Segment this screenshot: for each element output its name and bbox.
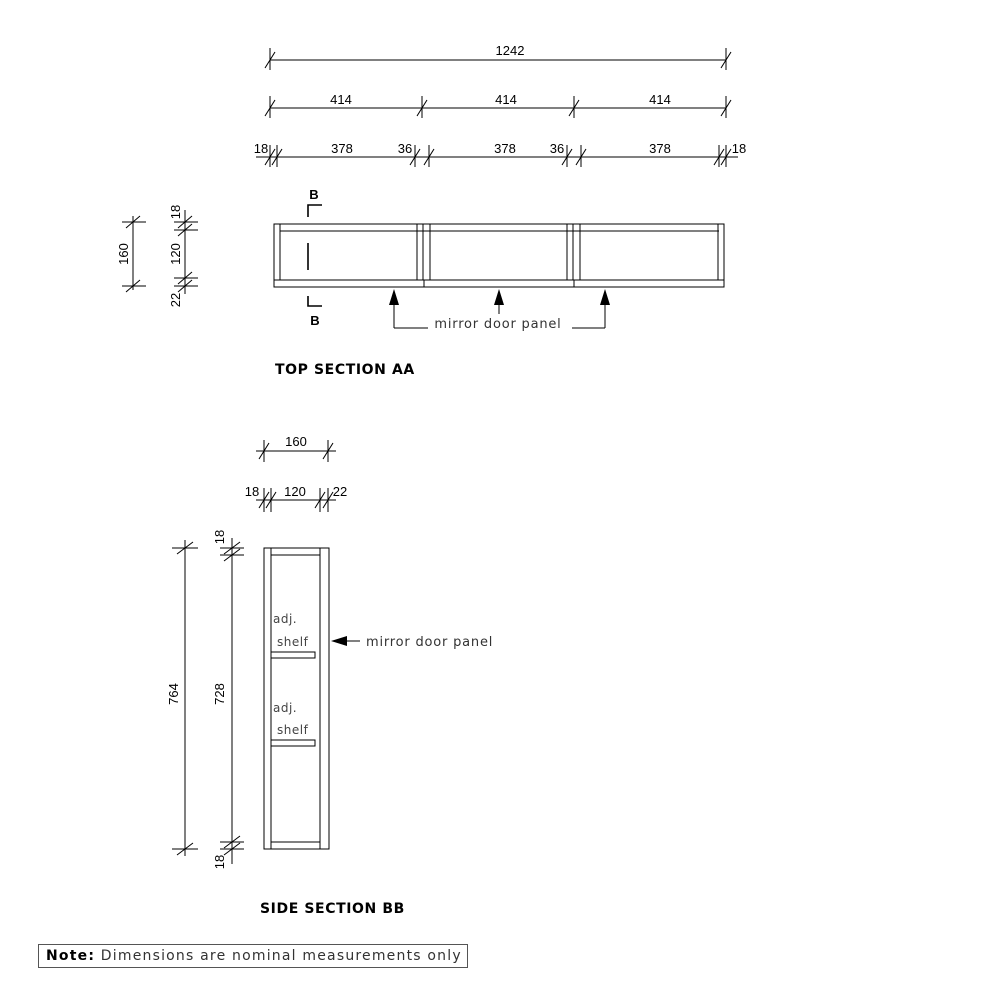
note-text: Dimensions are nominal measurements only [100,948,462,964]
dim-side-height-764: 764 [166,683,181,705]
callout-mirror-door-panel-top [389,289,610,332]
dim-detail-side-right: 18 [731,141,747,156]
dim-side-depth-22: 22 [332,484,348,499]
adjustable-shelf-2 [271,740,315,746]
shelf-label-1-line1: adj. [273,612,298,626]
callout-label-side: mirror door panel [366,635,494,650]
dim-detail-side-left: 18 [253,141,269,156]
dim-side-depth-overall [256,434,336,462]
dim-side-depth-detail [245,484,347,512]
note-label: Note: [46,948,96,964]
callout-label-top: mirror door panel [434,317,562,332]
dim-module-1: 414 [330,92,352,107]
dim-side-depth-120: 120 [284,484,306,499]
dim-side-height-inner [212,530,244,869]
callout-mirror-door-panel-side [331,635,493,650]
dim-detail-gap-1: 36 [397,141,413,156]
dim-overall-width: 1242 [495,43,525,58]
dim-detail-inner-3: 378 [649,141,671,156]
top-section-plan [274,224,724,287]
dim-detail-inner-1: 378 [331,141,353,156]
side-section-elevation [264,548,329,849]
dim-detail-inner-2: 378 [494,141,516,156]
dim-chain-detail [254,141,746,167]
dim-depth-22: 22 [168,292,183,308]
shelf-label-1-line2: shelf [277,635,309,649]
shelf-label-2 [273,701,309,737]
section-marker-b [308,187,322,328]
section-marker-top-label: B [309,187,319,202]
section-marker-bottom-label: B [310,313,320,328]
dim-chain-modules [265,92,731,118]
dim-module-3: 414 [649,92,671,107]
dim-depth-120: 120 [168,243,183,265]
side-section-title: SIDE SECTION BB [260,901,405,917]
adjustable-shelf-1 [271,652,315,658]
dim-depth-overall-top [116,216,146,292]
shelf-label-2-line1: adj. [273,701,298,715]
dim-depth-18: 18 [168,204,183,220]
dim-depth-detail-top [168,205,198,307]
dim-chain-overall [265,43,731,70]
dim-module-2: 414 [495,92,517,107]
shelf-label-2-line2: shelf [277,723,309,737]
dim-side-depth-160: 160 [285,434,307,449]
note-box [38,944,468,968]
dim-side-depth-18: 18 [244,484,260,499]
dim-depth-160: 160 [116,243,131,265]
dim-side-height-bottom-18: 18 [212,854,227,870]
top-section-title: TOP SECTION AA [275,362,415,378]
shelf-label-1 [273,612,309,649]
dim-detail-gap-2: 36 [549,141,565,156]
dim-side-height-728: 728 [212,683,227,705]
dim-side-height-overall [166,540,198,856]
dim-side-height-top-18: 18 [212,529,227,545]
